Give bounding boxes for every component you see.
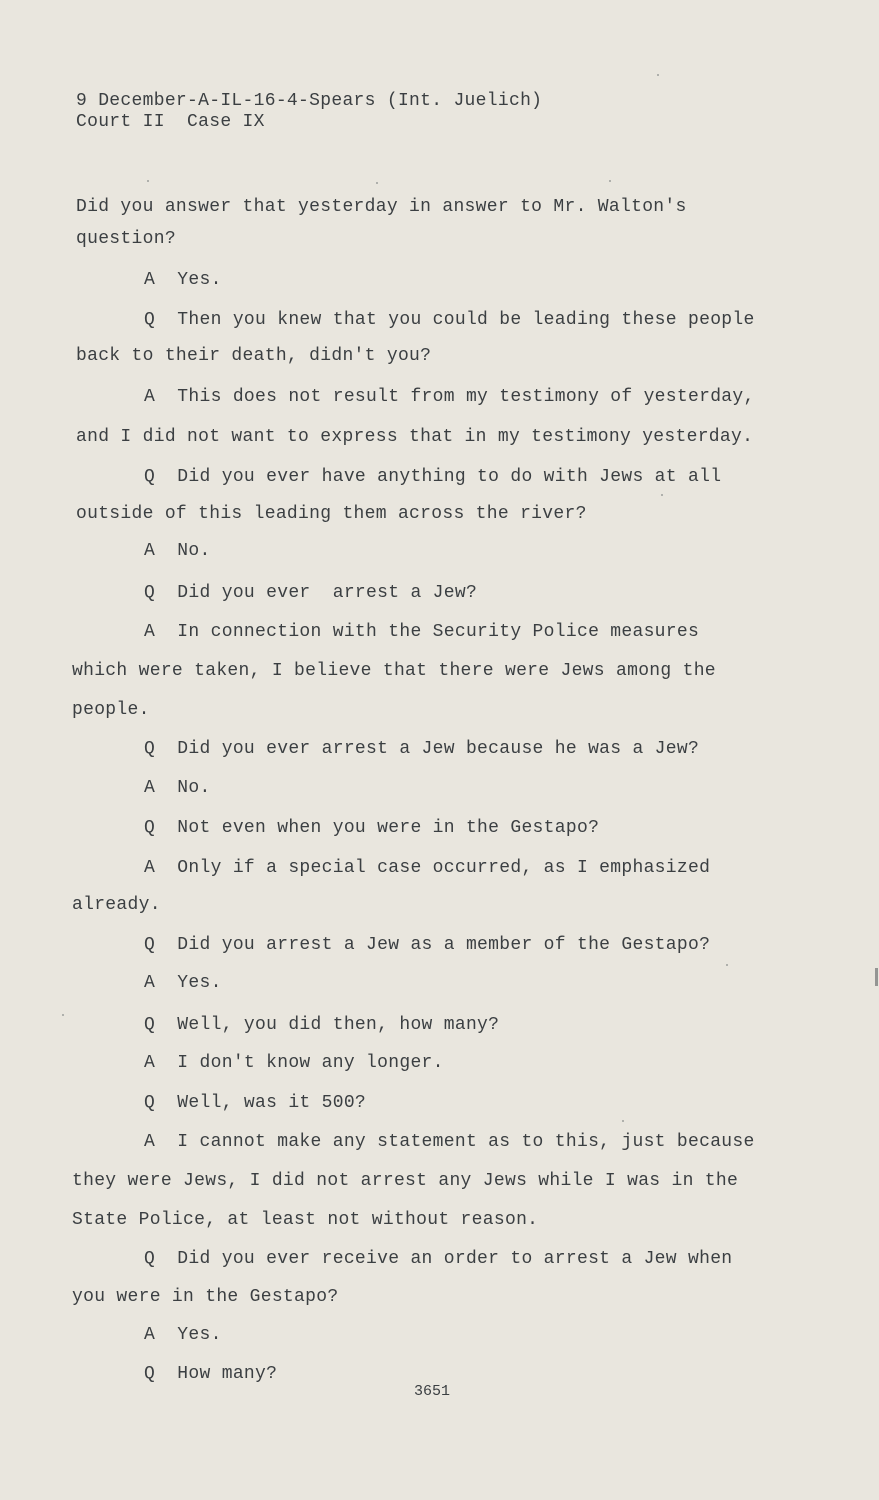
paper-speck [609, 180, 611, 182]
page-number: 3651 [414, 1383, 451, 1400]
transcript-line: already. [72, 895, 161, 915]
question-line: Q Then you knew that you could be leading these people [144, 310, 755, 330]
transcript-line: back to their death, didn't you? [76, 346, 432, 366]
scan-edge-mark [875, 968, 878, 986]
question-line: Q Well, was it 500? [144, 1093, 367, 1113]
answer-line: A Yes. [144, 1325, 222, 1345]
answer-line: A I cannot make any statement as to this, just because [144, 1132, 755, 1152]
transcript-line: State Police, at least not without reason. [72, 1210, 539, 1230]
header-line-court-case: Court II Case IX [76, 112, 265, 132]
header-line-date-reference: 9 December-A-IL-16-4-Spears (Int. Juelich) [76, 91, 543, 111]
answer-line: A No. [144, 778, 211, 798]
question-line: Q Did you ever have anything to do with Jews at all [144, 467, 722, 487]
paper-speck [147, 180, 149, 182]
paper-speck [657, 74, 659, 76]
paper-speck [661, 494, 663, 496]
answer-line: A Yes. [144, 270, 222, 290]
paper-speck [726, 964, 728, 966]
transcript-line: and I did not want to express that in my testimony yesterday. [76, 427, 754, 447]
transcript-line: people. [72, 700, 150, 720]
answer-line: A Only if a special case occurred, as I emphasized [144, 858, 711, 878]
paper-speck [376, 182, 378, 184]
paper-speck [622, 1120, 624, 1122]
question-line: Q How many? [144, 1364, 278, 1384]
answer-line: A I don't know any longer. [144, 1053, 444, 1073]
question-line: Q Did you arrest a Jew as a member of the Gestapo? [144, 935, 711, 955]
answer-line: A In connection with the Security Police measures [144, 622, 700, 642]
transcript-line: they were Jews, I did not arrest any Jews while I was in the [72, 1171, 739, 1191]
transcript-line: question? [76, 229, 176, 249]
paper-speck [62, 1014, 64, 1016]
transcript-line: Did you answer that yesterday in answer to Mr. Walton's [76, 197, 687, 217]
answer-line: A Yes. [144, 973, 222, 993]
transcript-line: outside of this leading them across the river? [76, 504, 587, 524]
question-line: Q Did you ever receive an order to arrest a Jew when [144, 1249, 733, 1269]
question-line: Q Well, you did then, how many? [144, 1015, 500, 1035]
transcript-line: which were taken, I believe that there were Jews among the [72, 661, 716, 681]
question-line: Q Did you ever arrest a Jew? [144, 583, 478, 603]
transcript-line: you were in the Gestapo? [72, 1287, 339, 1307]
question-line: Q Did you ever arrest a Jew because he was a Jew? [144, 739, 700, 759]
question-line: Q Not even when you were in the Gestapo? [144, 818, 600, 838]
answer-line: A This does not result from my testimony of yesterday, [144, 387, 755, 407]
answer-line: A No. [144, 541, 211, 561]
